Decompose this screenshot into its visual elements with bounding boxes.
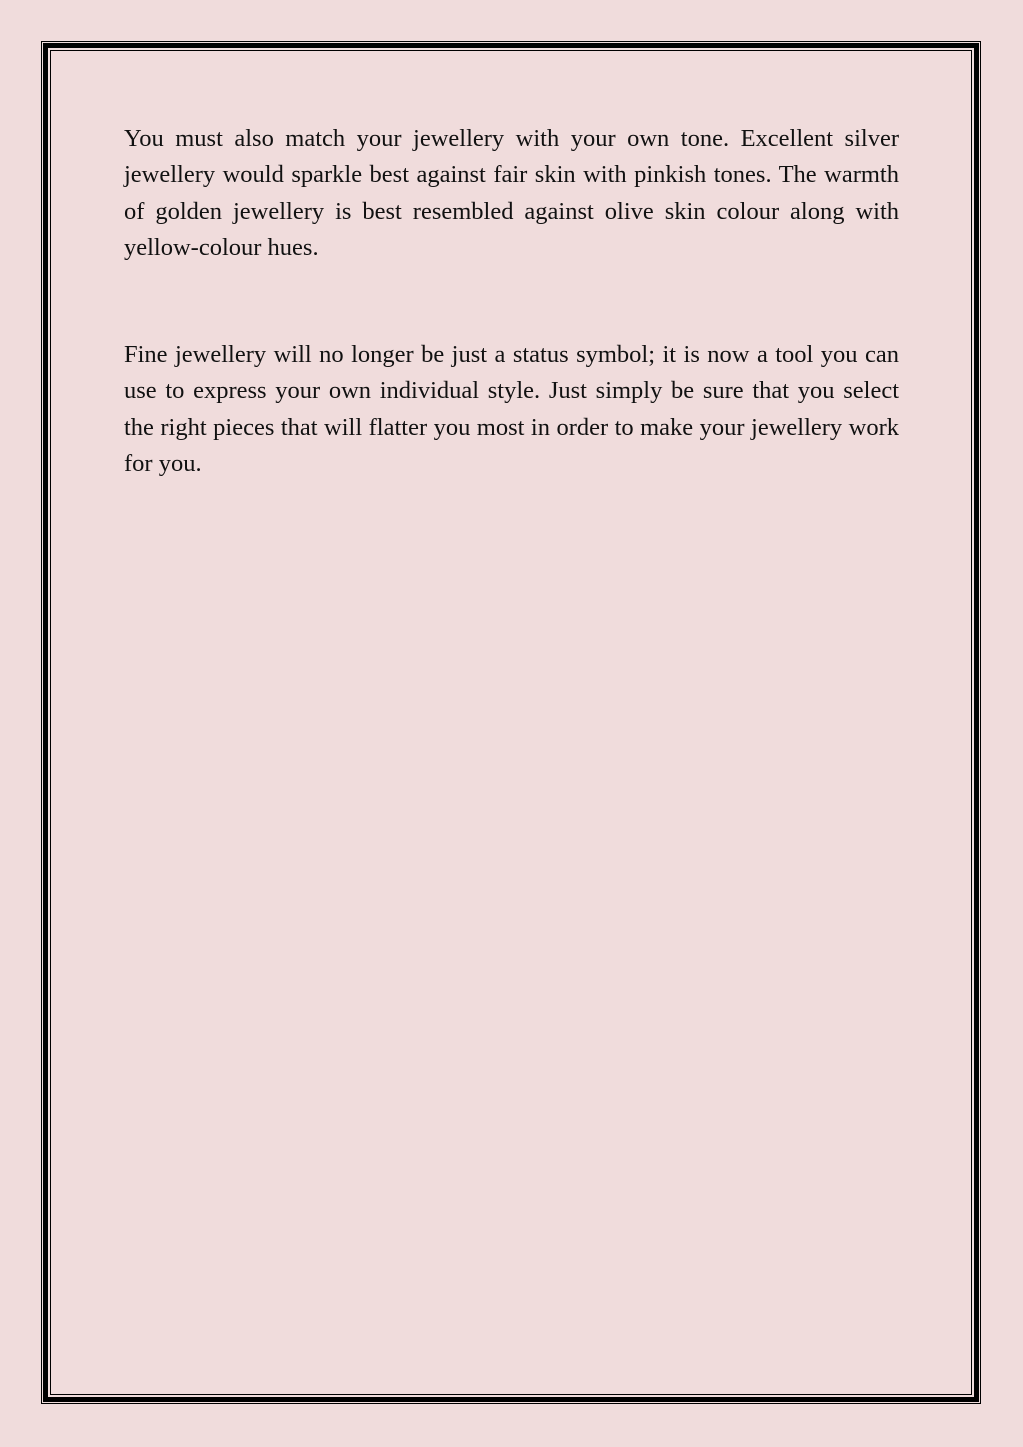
paragraph-skin-tone: You must also match your jewellery with your own tone. Excellent silver jewellery would sparkle best against fair skin with pinkish tones. The warmth of golden jewellery is best resembled against olive skin colour along with yellow-colour hues. xyxy=(124,125,899,261)
paragraph-personal-style: Fine jewellery will no longer be just a status symbol; it is now a tool you can use to express your own individual style. Just simply be sure that you select the right pieces that will flatter you most in order to make your jewellery work for you. xyxy=(124,341,899,478)
document-body xyxy=(124,121,899,482)
